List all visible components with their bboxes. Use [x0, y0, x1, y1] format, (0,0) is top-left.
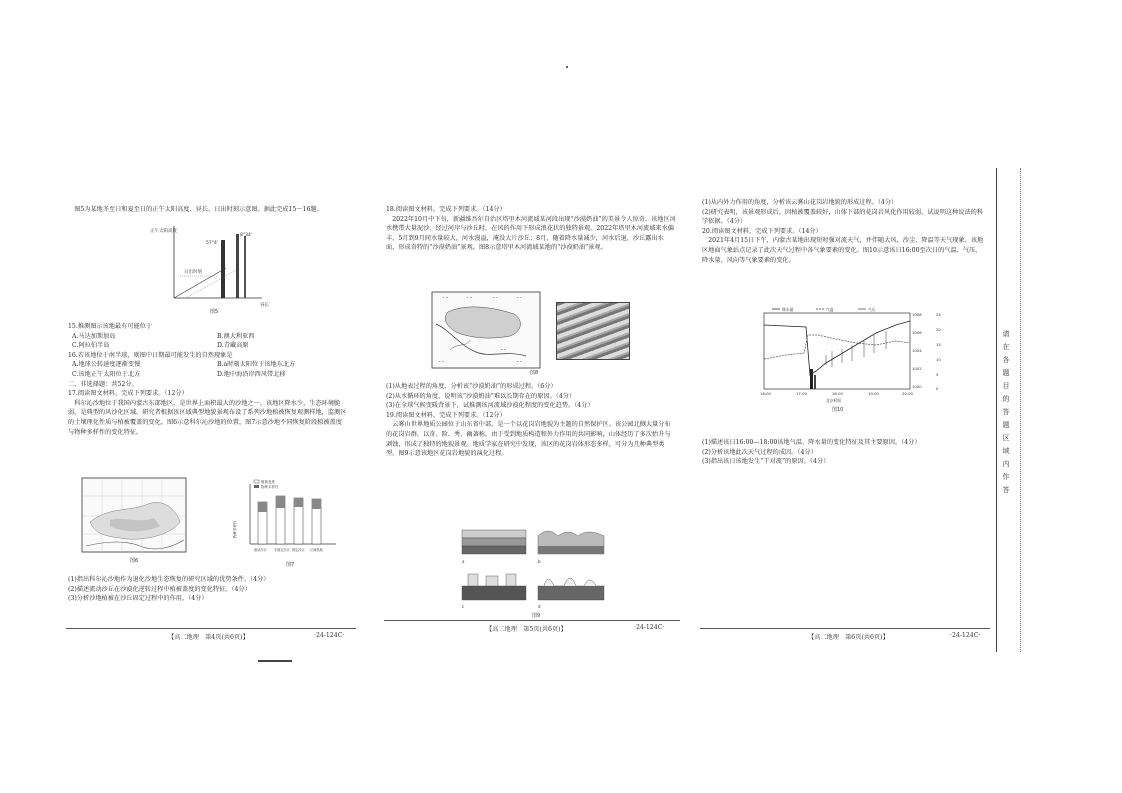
fig7-legend-2: 物种多样性	[261, 485, 279, 489]
q17-body: 科尔沁沙地位于我国内蒙古东部地区，是世界上面积最大的沙地之一。该地区降水少，生态环境脆弱，是典型的风沙化区域。研究者根据该区域典型地貌景观布设了系列沙地植被恢复观测样地，监测区的土壤理化性质与植被覆盖的变化。图6示意科尔沁沙地的位置，图7示意沙地不同恢复阶段植被盖度与物种多样性的变化特征。	[68, 399, 347, 436]
svg-text:⌃⌃: ⌃⌃	[516, 296, 523, 301]
footer-left-page-4: 【高二地理 第4页(共6页)】	[168, 634, 249, 641]
fig10-legend-3: 气压	[868, 307, 876, 312]
figure-9-blocks	[456, 518, 616, 618]
figure-8-map	[430, 290, 542, 376]
footer-rule-2	[384, 620, 680, 621]
section-2-heading: 二、非选择题：共52分。	[68, 380, 138, 388]
fig5-caption: 图5	[210, 309, 219, 314]
fig10-y1-1006: 1006	[912, 330, 922, 335]
fig10-y2-15: 15	[936, 342, 941, 347]
footer-code-page-6: ·24-124C·	[950, 632, 981, 639]
q17-subquestions	[68, 575, 348, 604]
fig9-label-c: c	[462, 604, 465, 609]
fig10-y1-1004: 1004	[912, 348, 922, 353]
intro-text: 图5为某地冬至日和夏至日的正午太阳高度、昼长、日出时刻示意图。据此完成15～16题。	[74, 206, 323, 213]
q20-head: 20.阅读图文材料，完成下列要求。（14分）	[702, 227, 822, 235]
fig5-value-2: 8°34'	[240, 233, 253, 238]
svg-text:⌃⌃: ⌃⌃	[500, 348, 507, 353]
binding-strip-text: 请在各题目的答题区域内作答	[1002, 330, 1010, 499]
q17-part-3: (3)分析沙地植被在沙丘固定过程中的作用。（4分）	[68, 595, 208, 603]
figure-7-chart	[232, 478, 342, 570]
fig8-caption: 图8	[530, 370, 539, 376]
fig9-caption: 图9	[532, 613, 541, 618]
svg-text:⌃⌃: ⌃⌃	[492, 296, 499, 301]
fig7-ylabel: 物种多样性	[233, 520, 237, 538]
fig7-caption: 图7	[286, 562, 295, 568]
fig7-bars	[258, 496, 321, 544]
q20-part-3: (3)指出该日该地发生“干对流”的原因。（4分）	[702, 458, 830, 466]
q19-head: 19.阅读图文材料，完成下列要求。（12分）	[386, 411, 506, 419]
fig9-label-d: d	[538, 604, 541, 609]
fig10-x-1900: 19:00	[868, 391, 879, 396]
q15-option-a[interactable]: A.马达加斯加岛	[72, 332, 116, 340]
q16-option-a[interactable]: A.地球公转速度逐渐变慢	[72, 361, 141, 369]
fig10-y2-10: 10	[936, 357, 941, 362]
footer-left-page-6: 【高二地理 第6页(共6页)】	[808, 634, 889, 641]
footer-rule-1	[66, 628, 356, 629]
q15-option-b[interactable]: B.澳大利亚西	[217, 332, 255, 340]
fig9-block-a	[462, 530, 526, 554]
fig10-y1-1008: 1008	[912, 312, 922, 317]
q15-options-row-1	[68, 332, 348, 342]
q16-stem: 16.若该地位于南半球，则图中日期最可能发生的自然现象是	[68, 351, 233, 359]
q19-part-2: (2)研究表明，该景观形成后，因植被覆盖较好，山体下部的花岗岩风化作用较弱，试说明这种说法的科学依据。（4分）	[702, 208, 984, 226]
q16-options-row-2	[68, 370, 348, 380]
fig10-y2-0: 0	[936, 386, 939, 391]
q18-part-1: (1)从地表过程的角度，分析该“沙漠奶油”的形成过程。（6分）	[386, 383, 557, 390]
q17-part-2: (2)描述流动沙丘在沙漠化逆转过程中植被盖度的变化特征。（4分）	[68, 585, 251, 593]
q20-part-1: (1)描述该日16:00—18:00该地气温、降水量的变化特征及其主要原因。（4分）	[702, 439, 921, 446]
footer-rule-3	[700, 628, 990, 629]
fig10-x-1800: 18:00	[832, 391, 843, 396]
q16-options-row-1	[68, 360, 348, 370]
q15-option-d[interactable]: D.青藏高原	[217, 342, 249, 350]
q18-part-2: (2)从水循环的角度，说明该“沙漠奶油”难以长期存在的原因。（4分）	[386, 392, 576, 400]
fig7-cat-3: 固定沙丘	[292, 548, 305, 552]
binding-line-dotted	[1020, 168, 1021, 652]
q15-option-c[interactable]: C.阿拉伯半岛	[72, 342, 110, 350]
q18-head: 18.阅读图文材料，完成下列要求。（14分）	[386, 206, 506, 213]
fig10-x-1600: 16:00	[760, 391, 771, 396]
column-1	[68, 205, 343, 215]
fig10-x-2000: 20:00	[902, 391, 913, 396]
fig9-block-d	[538, 578, 604, 600]
svg-text:⌃⌃: ⌃⌃	[442, 296, 449, 301]
fig10-legend-2: 气温	[826, 307, 834, 312]
q15-options-row-2	[68, 341, 348, 351]
q19-part-1: (1)从内外力作用的角度，分析该云雾山花岗岩地貌的形成过程。（4分）	[702, 199, 898, 206]
fig5-mid-label: 日出时刻	[184, 270, 202, 275]
q20-part-2: (2)分析该地此次天气过程的成因。（4分）	[702, 448, 817, 456]
figure-10-chart	[746, 305, 946, 413]
fig10-y1-1002: 1002	[912, 366, 922, 371]
q16-option-c[interactable]: C.该地正午太阳位于北方	[72, 371, 141, 379]
q18-body: 2022年10月中下旬，新疆维吾尔自治区塔里木河流域某河段出现“沙漠奶油”的美景令人惊奇。该地区河水携带大量泥沙，经过河岸与沙丘时，在风的作用下形成浪花状的独特景观。2022年塔里木河流域来水偏丰，5月到9月间水量较大，河水漫溢，淹没大片沙丘；8月，随着降水量减少，河水后退，沙丘露出水面，形成奇特的“沙漠奶油”景观。图8示意塔里木河流域某地的“沙漠奶油”景观。	[386, 215, 676, 252]
fig10-legend-1: 降水量	[782, 307, 794, 312]
fig10-y1-1000: 1000	[912, 384, 922, 389]
fig5-ylabel: 正午太阳高度	[150, 229, 177, 234]
q16-option-b[interactable]: B.a时刻太阳位于该地东北方	[217, 361, 296, 369]
fig7-cat-4: 丘间低地	[310, 548, 323, 552]
footer-code-page-5: ·24-124C·	[634, 624, 665, 631]
q15-stem: 15.推测图示该地最有可能位于	[68, 323, 153, 330]
binding-line-outer	[996, 168, 997, 652]
fig5-value-1: 57°4'	[206, 241, 219, 246]
scan-speck	[566, 66, 568, 68]
figure-5	[150, 222, 280, 314]
q20-body: 2021年4月15日下午，内蒙古某地出现短时强对流天气，并伴随大风、沙尘、降温等天气现象。该地区地面气象站点记录了此次天气过程中各气象要素的变化。图10示意该日16:00至次日的气温、气压、降水量、风向等气象要素的变化。	[702, 237, 984, 264]
figure-6-map	[80, 476, 198, 564]
q17-part-1: (1)指出科尔沁沙地作为退化沙地生态恢复的研究区域的优势条件。（4分）	[68, 576, 270, 583]
q18-part-3: (3)在全球气候变暖背景下，试推测该河流域沙漠化程度的变化趋势。（4分）	[386, 402, 594, 410]
fig5-xlabel: 昼长	[260, 303, 269, 308]
fig10-y2-5: 5	[936, 372, 939, 377]
q16-option-d[interactable]: D.地中海沿岸西风带北移	[217, 371, 286, 379]
fig9-label-b: b	[538, 559, 541, 564]
fig10-x-1700: 17:00	[796, 391, 807, 396]
fig7-cat-2: 半固定沙丘	[274, 548, 290, 552]
q20-subquestions	[702, 438, 984, 467]
q18-q19	[386, 382, 676, 459]
fig10-y2-20: 20	[936, 327, 941, 332]
column-2	[386, 205, 676, 253]
q17-head: 17.阅读图文材料，完成下列要求。（12分）	[68, 390, 188, 398]
figure-8-photo	[556, 302, 630, 360]
fig7-cat-1: 流动沙丘	[254, 548, 267, 552]
column-3	[702, 198, 984, 265]
svg-text:⌃⌃: ⌃⌃	[438, 360, 445, 365]
fig10-caption: 图10	[832, 407, 844, 413]
q19-body: 云雾山世界地质公园位于山东省中部，是一个以花岗岩地貌为主题的自然保护区。该公园北侧大量分布的花岗岩群，以奇、险、秀、幽著称。由于受到地质构造和外力作用的共同影响，山体经历了多次抬升与剥蚀，形成了独特的地貌景观。地质学家在研究中发现，该区的花岗岩体形态多样，可分为几种典型类型。图9示意该地区花岗岩地貌的演化过程。	[386, 421, 671, 458]
footer-code-page-4: ·24-124C·	[314, 632, 345, 639]
fig6-caption: 图6	[130, 558, 139, 564]
svg-text:⌃⌃: ⌃⌃	[466, 296, 473, 301]
fig10-xlabel: 北京时间	[826, 398, 842, 403]
footer-left-page-5: 【高二地理 第5页(共6页)】	[486, 626, 567, 633]
fig9-block-b	[538, 531, 604, 554]
svg-text:⌃⌃: ⌃⌃	[516, 360, 523, 365]
bottom-mark	[258, 660, 292, 662]
fig9-block-c	[462, 574, 526, 600]
questions-15-17	[68, 322, 348, 437]
fig9-label-a: a	[462, 559, 465, 564]
fig10-y2-25: 25	[936, 312, 941, 317]
fig7-legend-1: 植被盖度	[261, 480, 275, 484]
